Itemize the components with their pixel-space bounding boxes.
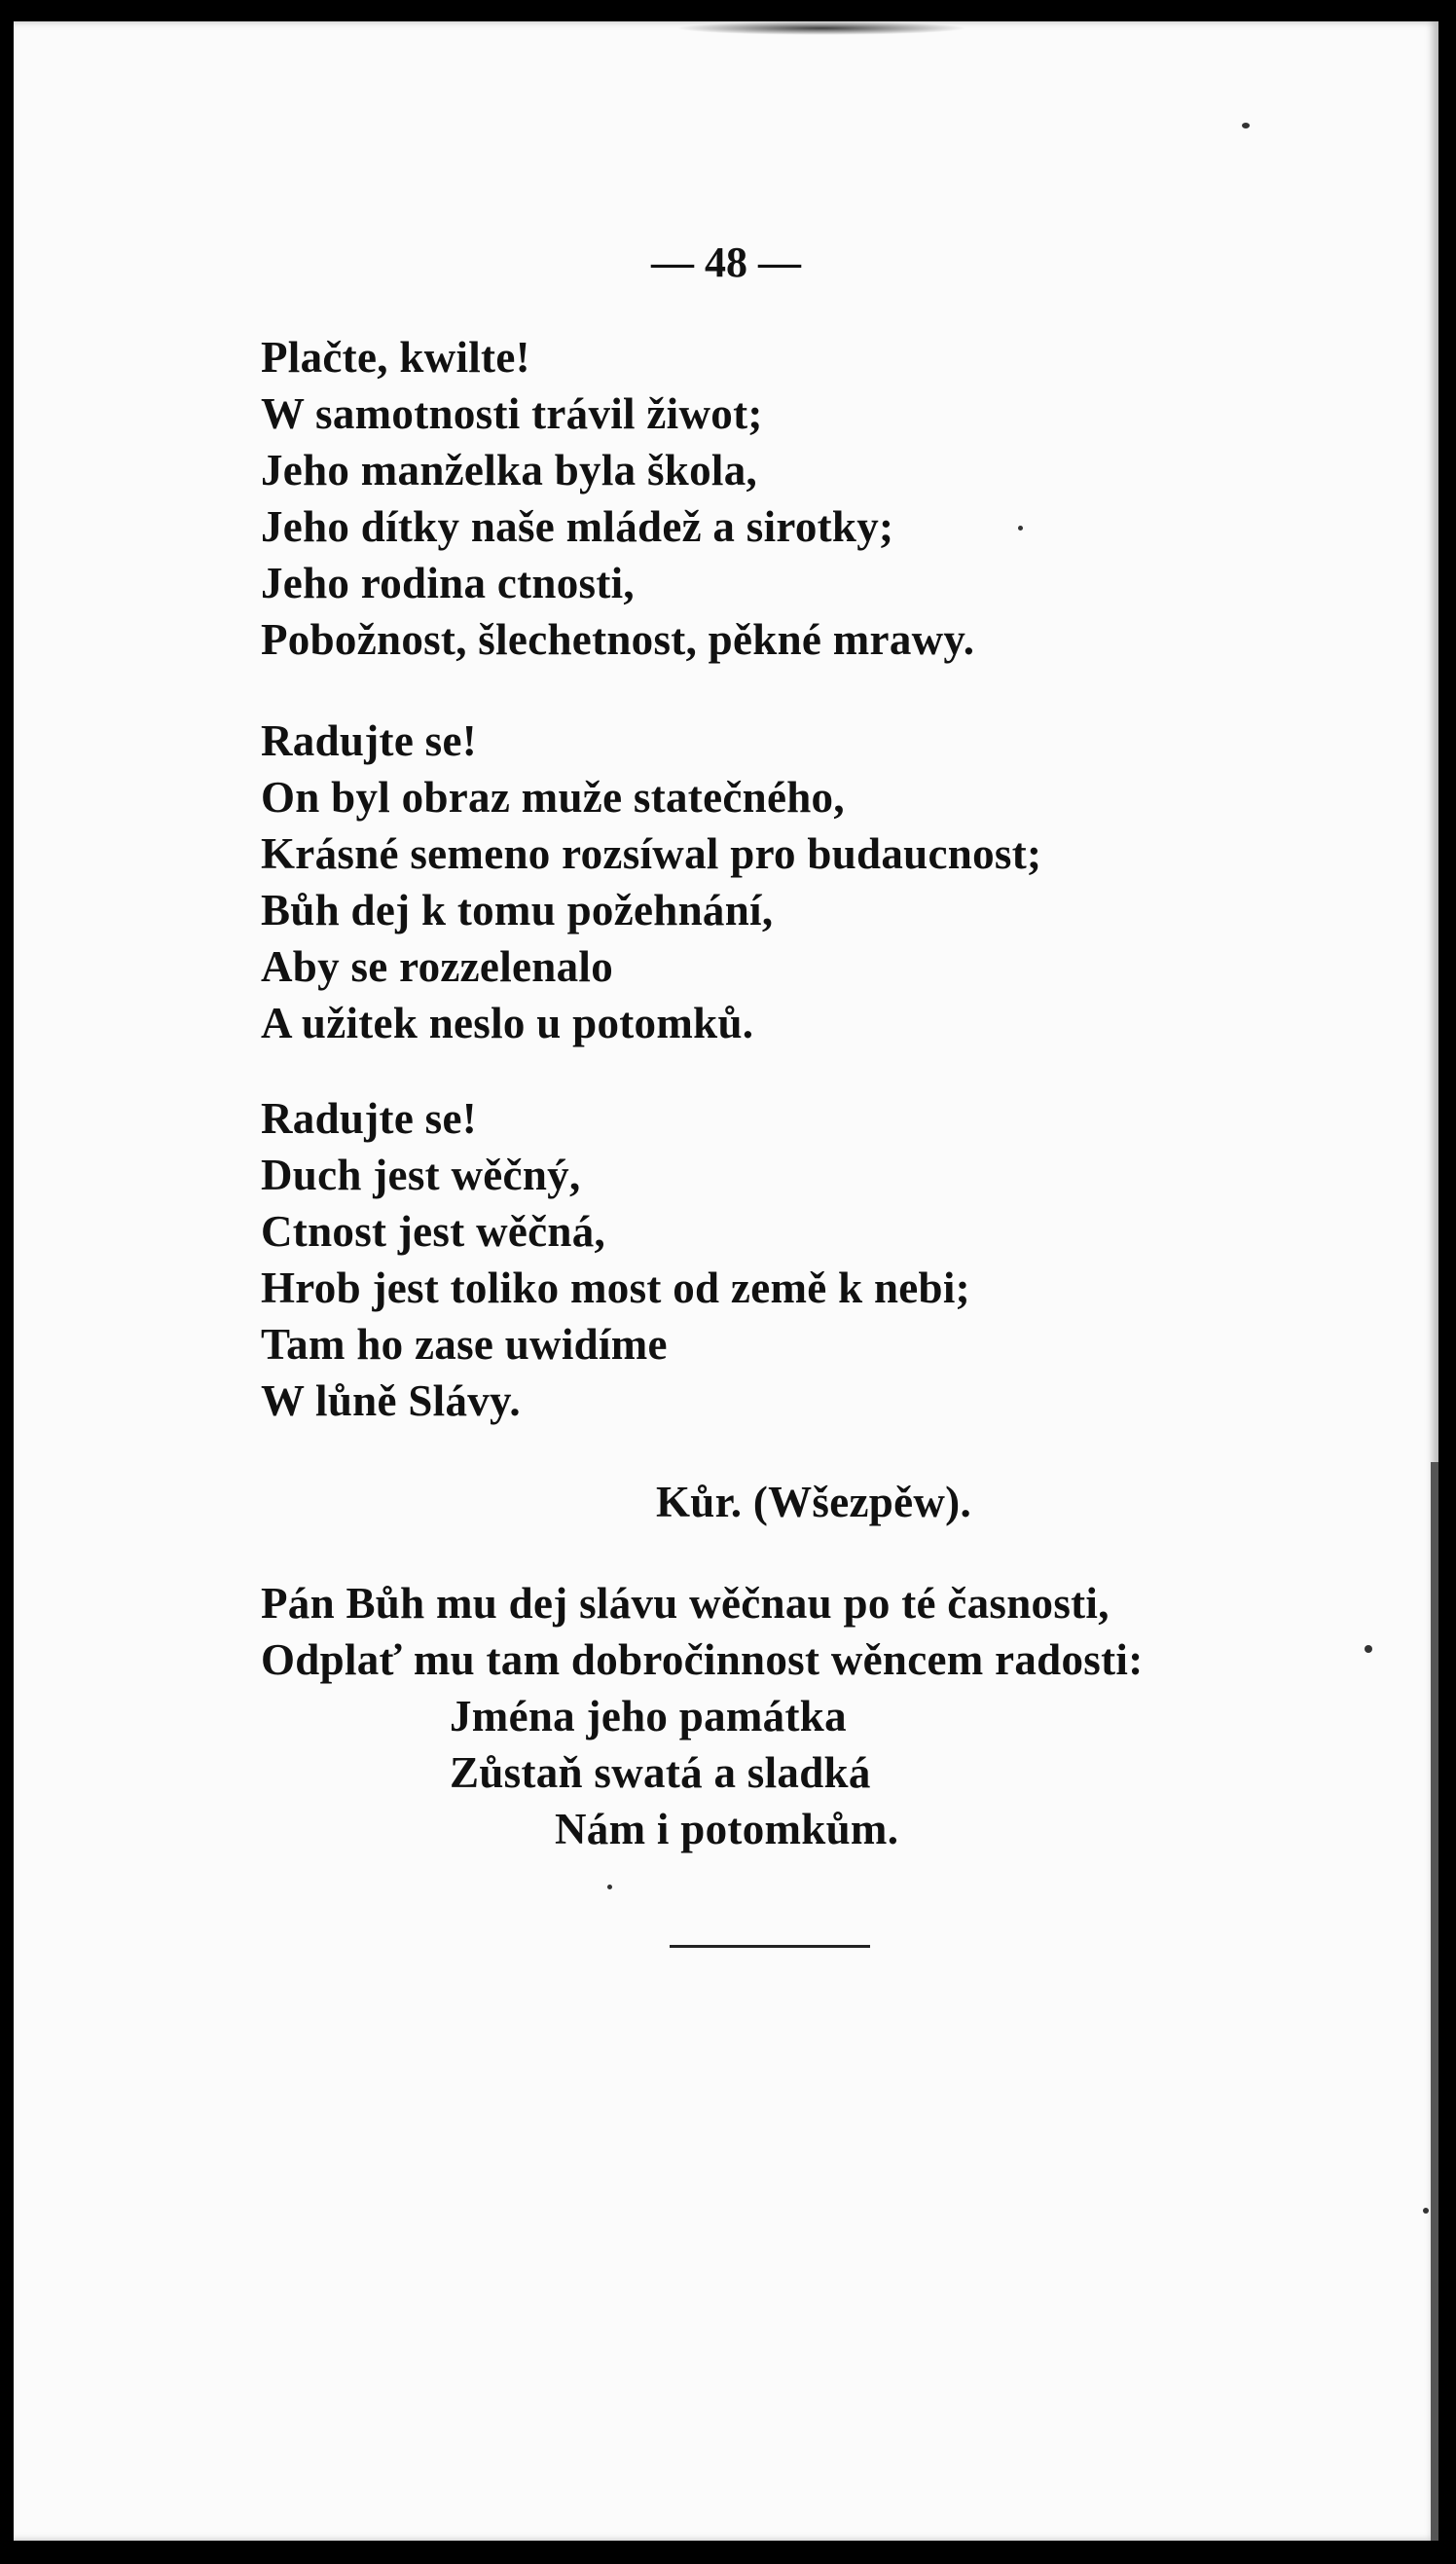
ink-speck	[1365, 1645, 1372, 1653]
verse-line: Aby se rozzelenalo	[261, 942, 613, 991]
verse-line: Hrob jest toliko most od země k nebi;	[261, 1264, 970, 1312]
verse-line: Jeho manželka byla škola,	[261, 446, 758, 494]
verse-line: Tam ho zase uwidíme	[261, 1320, 668, 1369]
stanza-3	[261, 1090, 970, 1429]
verse-line: Pobožnost, šlechetnost, pěkné mrawy.	[261, 615, 975, 664]
verse-line: Radujte se!	[261, 716, 478, 765]
end-rule	[670, 1945, 870, 1948]
verse-line: Duch jest wěčný,	[261, 1151, 581, 1199]
verse-line: Krásné semeno rozsíwal pro budaucnost;	[261, 829, 1042, 878]
verse-line: Ctnost jest wěčná,	[261, 1207, 606, 1256]
verse-line: Jeho rodina ctnosti,	[261, 559, 635, 607]
book-page	[14, 21, 1438, 2541]
stanza-1	[261, 329, 974, 668]
verse-line: A užitek neslo u potomků.	[261, 999, 754, 1047]
verse-line: On byl obraz muže statečného,	[261, 773, 845, 822]
chorus-line: Odplať mu tam dobročinnost wěncem radosti:	[261, 1635, 1144, 1684]
chorus-stanza	[261, 1575, 1144, 1857]
stanza-2	[261, 713, 1041, 1051]
page-edge	[1431, 1462, 1438, 2541]
ink-speck	[1423, 2208, 1429, 2214]
verse-line: Plačte, kwilte!	[261, 333, 530, 382]
chorus-line: Zůstaň swatá a sladká	[450, 1748, 871, 1797]
verse-line: Jeho dítky naše mládež a sirotky;	[261, 502, 894, 551]
chorus-line: Jména jeho památka	[450, 1692, 847, 1740]
verse-line: W lůně Slávy.	[261, 1376, 521, 1425]
ink-speck	[1018, 526, 1023, 531]
chorus-line: Nám i potomkům.	[555, 1805, 899, 1853]
binding-shadow	[675, 21, 967, 35]
verse-line: Bůh dej k tomu požehnání,	[261, 886, 774, 934]
page-number: — 48 —	[651, 238, 801, 286]
verse-line: Radujte se!	[261, 1094, 478, 1143]
chorus-heading: Kůr. (Wšezpěw).	[655, 1478, 972, 1526]
ink-speck	[1242, 123, 1250, 128]
chorus-line: Pán Bůh mu dej slávu wěčnau po té časnosti,	[261, 1579, 1110, 1628]
verse-line: W samotnosti trávil žiwot;	[261, 389, 763, 438]
ink-speck	[607, 1885, 612, 1889]
